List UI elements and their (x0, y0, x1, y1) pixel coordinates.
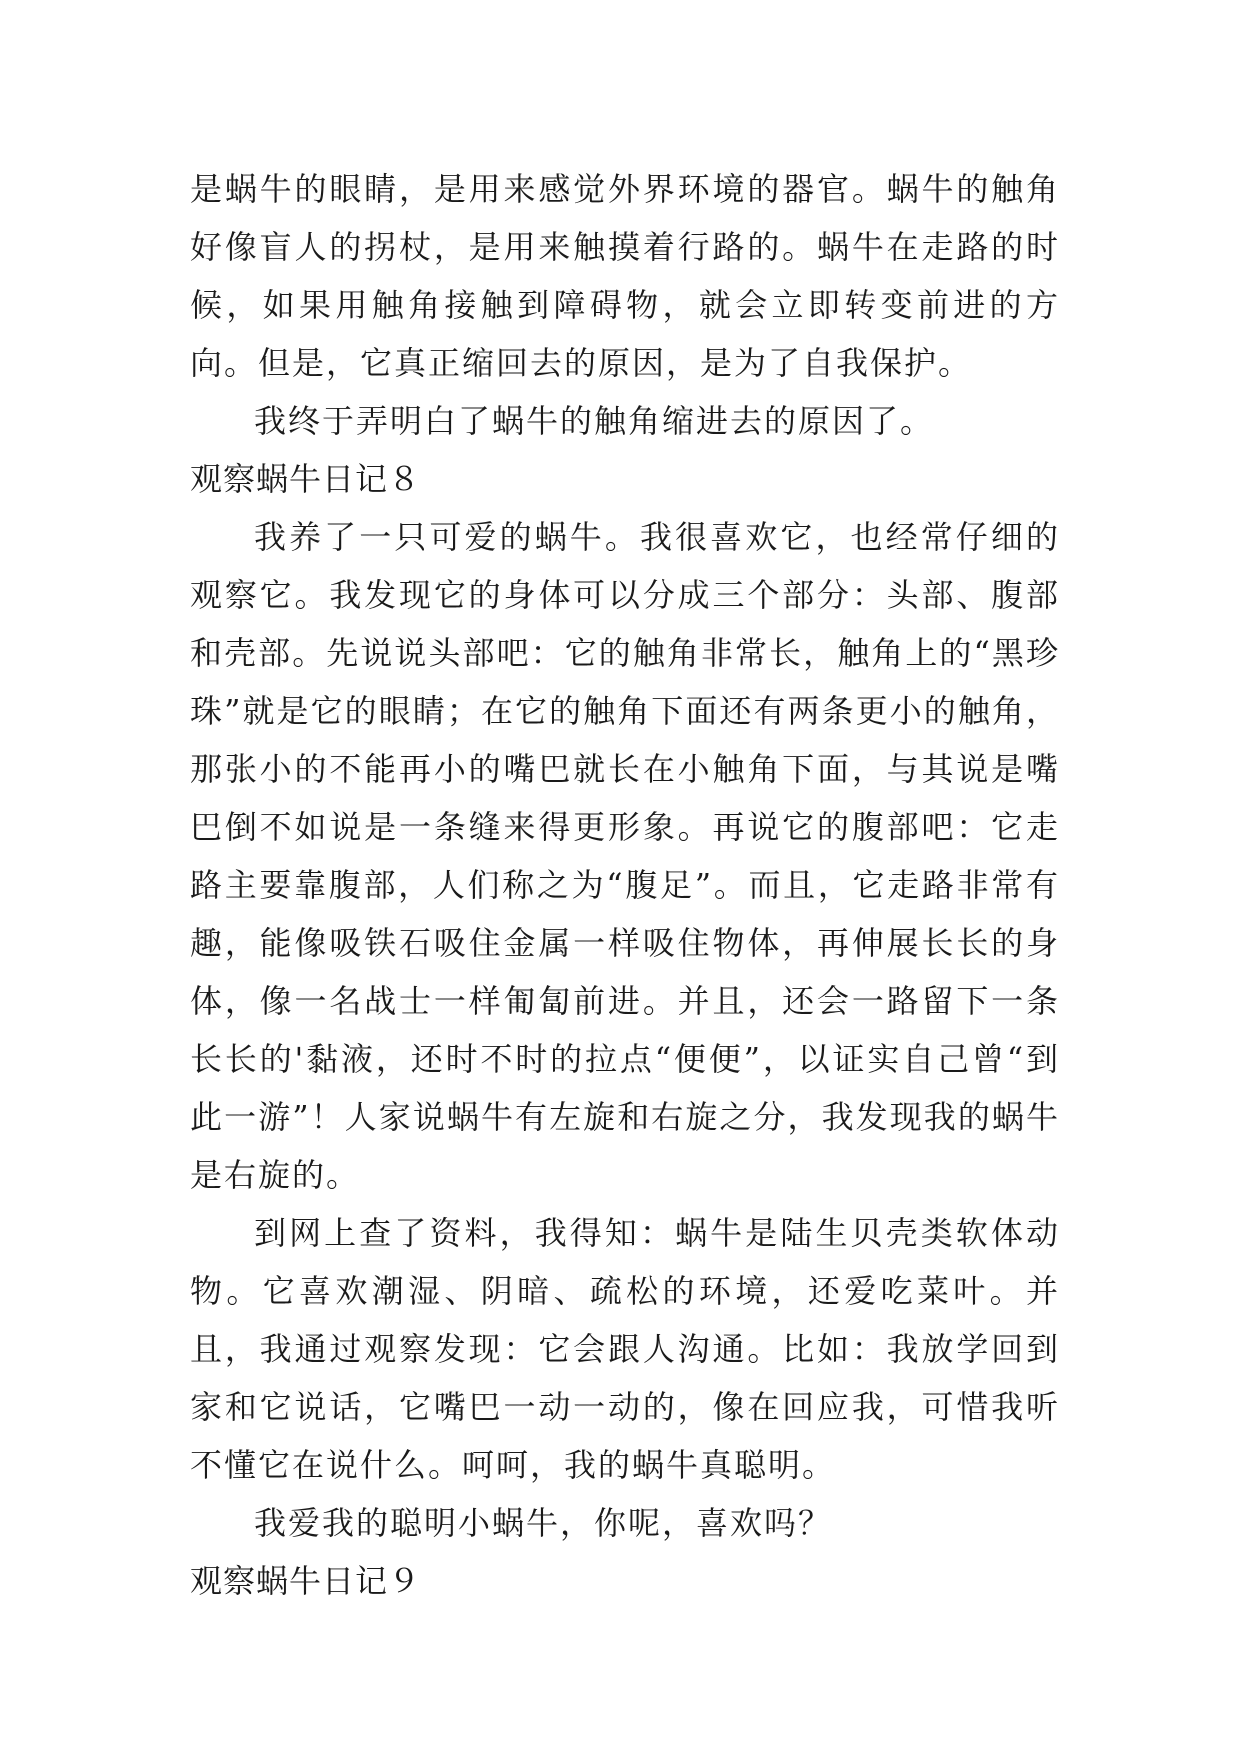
paragraph: 我爱我的聪明小蜗牛，你呢，喜欢吗？ (254, 1504, 833, 1542)
section-heading: 观察蜗牛日记９ (190, 1562, 422, 1600)
section-heading: 观察蜗牛日记８ (190, 460, 422, 498)
document-body (190, 160, 1060, 1610)
paragraph: 我终于弄明白了蜗牛的触角缩进去的原因了。 (254, 402, 935, 440)
paragraph-continued: 是蜗牛的眼睛，是用来感觉外界环境的器官。蜗牛的触角好像盲人的拐杖，是用来触摸着行路的。蜗牛在走路的时候，如果用触角接触到障碍物，就会立即转变前进的方向。但是，它真正缩回去的原因，是为了自我保护。 (190, 170, 1060, 382)
paragraph: 我养了一只可爱的蜗牛。我很喜欢它，也经常仔细的观察它。我发现它的身体可以分成三个部分：头部、腹部和壳部。先说说头部吧：它的触角非常长，触角上的“黑珍珠”就是它的眼睛；在它的触角下面还有两条更小的触角，那张小的不能再小的嘴巴就长在小触角下面，与其说是嘴巴倒不如说是一条缝来得更形象。再说它的腹部吧：它走路主要靠腹部，人们称之为“腹足”。而且，它走路非常有趣，能像吸铁石吸住金属一样吸住物体，再伸展长长的身体，像一名战士一样匍匐前进。并且，还会一路留下一条长长的'黏液，还时不时的拉点“便便”，以证实自己曾“到此一游”！人家说蜗牛有左旋和右旋之分，我发现我的蜗牛是右旋的。 (190, 518, 1060, 1194)
paragraph: 到网上查了资料，我得知：蜗牛是陆生贝壳类软体动物。它喜欢潮湿、阴暗、疏松的环境，还爱吃菜叶。并且，我通过观察发现：它会跟人沟通。比如：我放学回到家和它说话，它嘴巴一动一动的，像在回应我，可惜我听不懂它在说什么。呵呵，我的蜗牛真聪明。 (190, 1214, 1060, 1484)
